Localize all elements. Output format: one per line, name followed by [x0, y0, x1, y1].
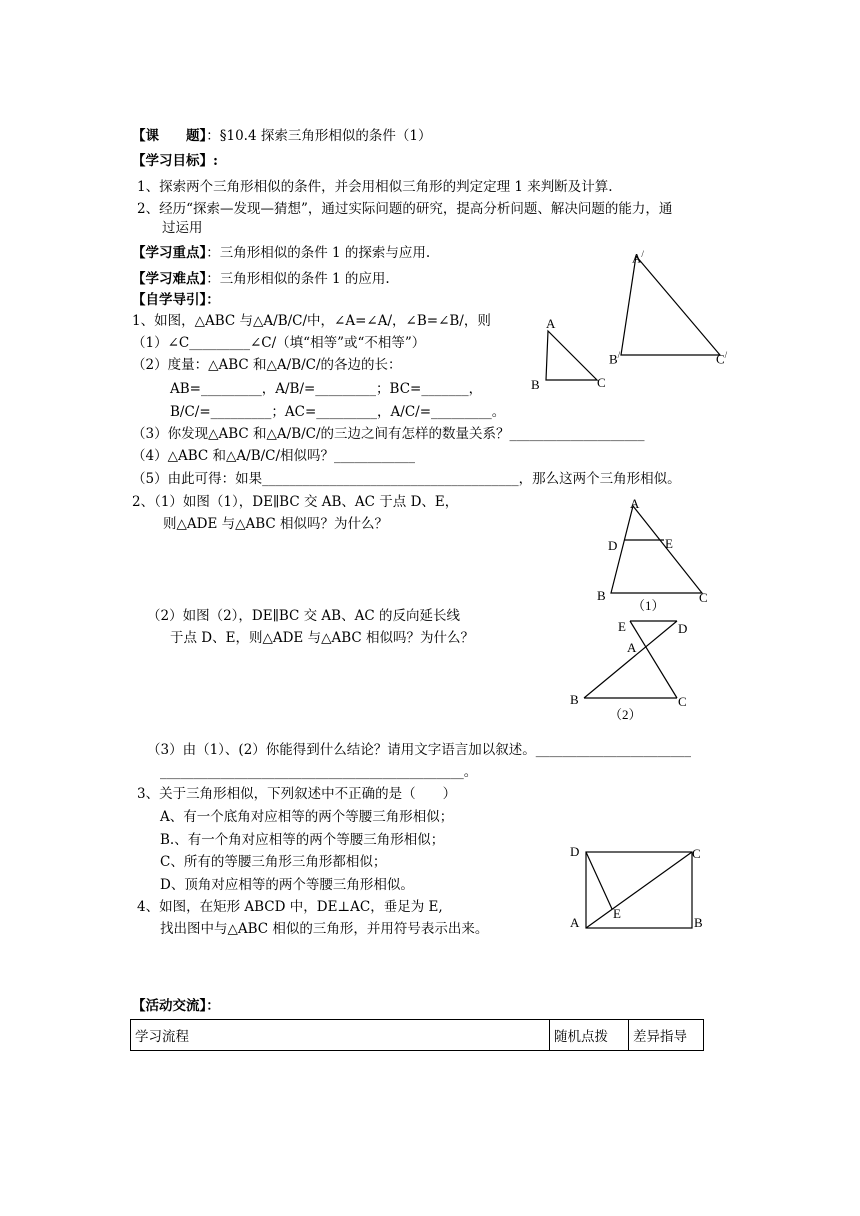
activity-label: 【活动交流】： [132, 998, 220, 1014]
big-tri-label-c: C/ [716, 350, 728, 367]
rect-segment-de [586, 852, 612, 909]
q1-part-1: （1）∠C_________∠C/（填“相等”或“不相等”） [132, 335, 426, 351]
hard-value: ：三角形相似的条件 1 的应用. [206, 271, 390, 287]
q2-part-3-line-1: （3）由（1）、(2）你能得到什么结论？请用文字语言加以叙述。_______________________ [147, 742, 692, 758]
activity-table [130, 1019, 704, 1051]
fig1-caption: （1） [632, 598, 665, 613]
fig2-label-d: D [678, 621, 688, 636]
q2-part-3-line-2: _____________________________________________。 [160, 764, 478, 780]
q1-part-2a: AB=_________，A/B/=_________；BC=_______， [170, 381, 483, 397]
q2-part-2-line-2: 于点 D、E，则△ADE 与△ABC 相似吗？为什么？ [170, 630, 474, 646]
fig2-label-c: C [678, 694, 687, 709]
rect-diagonal-ac [586, 852, 692, 928]
rect-label-d: D [570, 844, 580, 859]
topic-label: 【课 题】 [132, 128, 207, 144]
fig1-label-a: A [630, 496, 640, 511]
q2-part-2-line-1: （2）如图（2），DE∥BC 交 AB、AC 的反向延长线 [147, 608, 460, 624]
q3-option-a: A、有一个底角对应相等的两个等腰三角形相似； [160, 809, 454, 825]
rect-label-c: C [692, 846, 701, 861]
big-tri-label-b: B/ [609, 350, 621, 367]
goal-1: 1、探索两个三角形相似的条件，并会用相似三角形的判定定理 1 来判断及计算. [137, 179, 613, 195]
goals-label: 【学习目标】: [132, 153, 218, 169]
big-tri-label-a: A/ [632, 249, 644, 266]
key-label: 【学习重点】 [132, 245, 207, 261]
q1-part-4: （4）△ABC 和△A/B/C/相似吗？____________ [132, 448, 416, 464]
q2-part-1-line-2: 则△ADE 与△ABC 相似吗？为什么？ [163, 516, 389, 532]
fig1-label-c: C [699, 590, 708, 605]
fig1-label-e: E [665, 536, 673, 551]
fig1-label-d: D [608, 538, 618, 553]
goal-2-line-1: 2、经历“探索—发现—猜想”，通过实际问题的研究，提高分析问题、解决问题的能力，通 [137, 201, 673, 217]
fig2-caption: （2） [609, 707, 642, 722]
fig2-label-e: E [618, 619, 626, 634]
small-tri-label-a: A [546, 316, 556, 331]
q1-part-3: （3）你发现△ABC 和△A/B/C/的三边之间有怎样的数量关系？____________________ [132, 426, 645, 442]
q1-intro: 1、如图，△ABC 与△A/B/C/中，∠A=∠A/，∠B=∠B/，则 [132, 313, 491, 329]
fig2-label-b: B [570, 692, 579, 707]
hard-label: 【学习难点】 [132, 271, 207, 287]
rect-label-b: B [694, 915, 703, 930]
q4-line-1: 4、如图，在矩形 ABCD 中，DE⊥AC，垂足为 E, [137, 899, 443, 915]
q1-part-2b: B/C/=_________；AC=_________，A/C/=_________。 [170, 404, 506, 420]
goal-2-line-2: 过运用 [162, 220, 203, 236]
fig2-be-segment [584, 621, 677, 698]
col-learning-flow: 学习流程 [131, 1020, 550, 1051]
q2-part-1-line-1: 2、（1）如图（1），DE∥BC 交 AB、AC 于点 D、E， [132, 494, 459, 510]
small-tri-label-b: B [531, 377, 540, 392]
q1-part-5: （5）由此可得：如果______________________________________，那么这两个三角形相似。 [132, 471, 681, 487]
rect-label-e: E [613, 906, 621, 921]
q3-option-d: D、顶角对应相等的两个等腰三角形相似。 [160, 877, 414, 893]
fig1-triangle [611, 506, 702, 593]
topic-value: ：§10.4 探索三角形相似的条件（1） [206, 128, 432, 144]
big-triangle [621, 256, 720, 355]
fig1-label-b: B [597, 588, 606, 603]
small-tri-label-c: C [597, 375, 606, 390]
small-triangle [546, 331, 597, 380]
table-row [131, 1020, 704, 1051]
key-value: ：三角形相似的条件 1 的探索与应用. [206, 245, 431, 261]
fig2-dc-segment [630, 621, 677, 698]
col-random-hint: 随机点拨 [550, 1020, 629, 1051]
q1-part-2: （2）度量：△ABC 和△A/B/C/的各边的长： [132, 357, 402, 373]
guide-label: 【自学导引】： [132, 292, 220, 308]
rect-label-a: A [570, 915, 580, 930]
q4-line-2: 找出图中与△ABC 相似的三角形，并用符号表示出来。 [160, 921, 489, 937]
q3-stem: 3、关于三角形相似，下列叙述中不正确的是（ ） [137, 786, 457, 802]
col-difference-guide: 差异指导 [629, 1020, 704, 1051]
q3-option-c: C、所有的等腰三角形三角形都相似； [160, 854, 387, 870]
q3-option-b: B.、有一个角对应相等的两个等腰三角形相似； [160, 832, 445, 848]
fig2-label-a: A [627, 640, 637, 655]
